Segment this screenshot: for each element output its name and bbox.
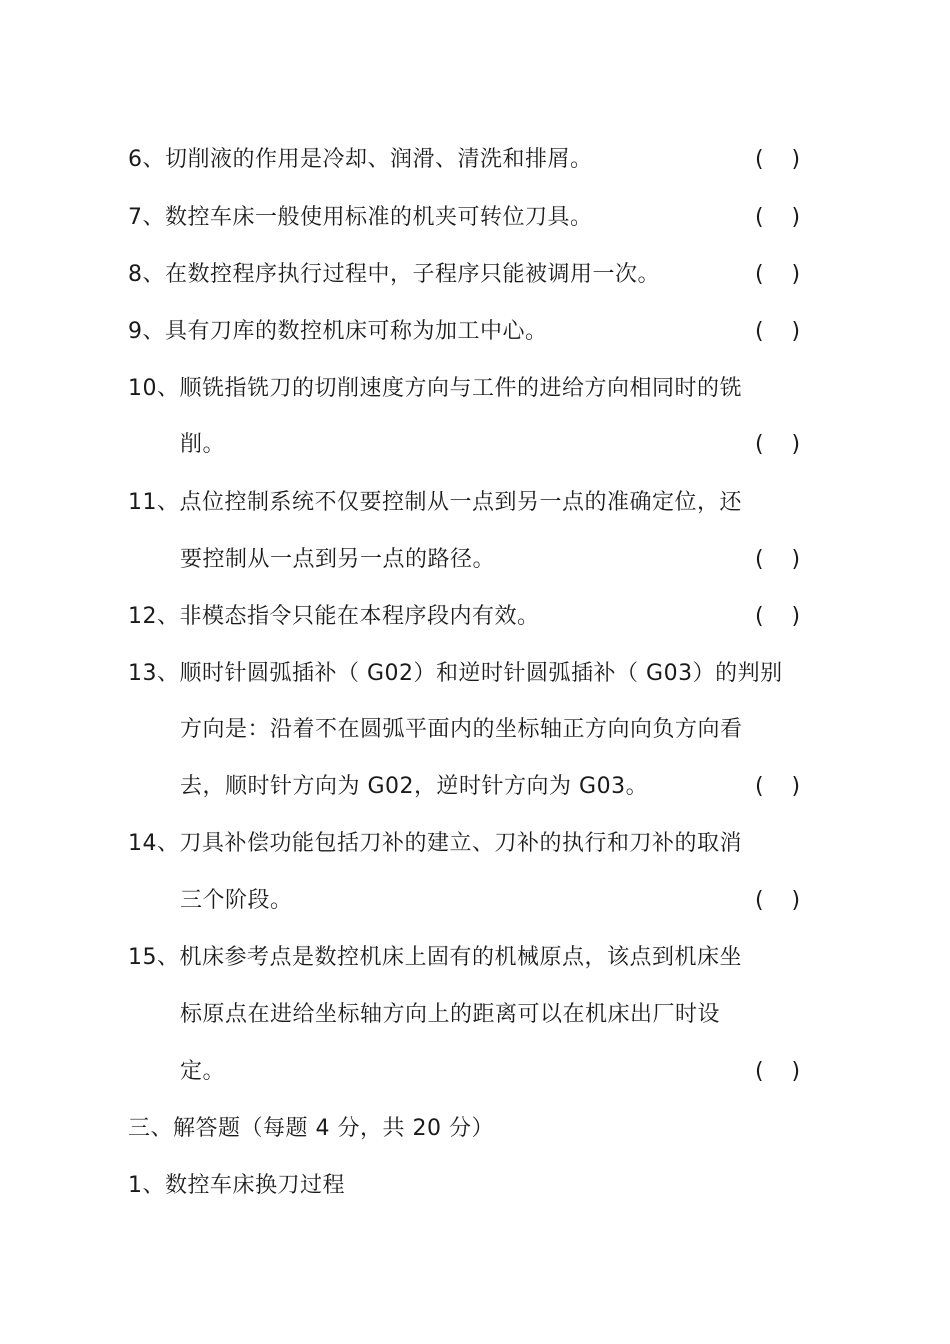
question-13-answer-blank: ( ) (755, 774, 801, 799)
question-13-line-2: 方向是：沿着不在圆弧平面内的坐标轴正方向向负方向看 (180, 717, 743, 742)
question-15-line-3: 定。 (180, 1059, 226, 1084)
question-8-text: 8、在数控程序执行过程中，子程序只能被调用一次。 (128, 262, 660, 287)
question-10-answer-blank: ( ) (755, 432, 801, 457)
section-3-question-1: 1、数控车床换刀过程 (128, 1173, 345, 1198)
question-14-answer-blank: ( ) (755, 888, 801, 913)
question-15-line-2: 标原点在进给坐标轴方向上的距离可以在机床出厂时设 (180, 1002, 721, 1027)
question-12-answer-blank: ( ) (755, 604, 801, 629)
question-13-line-1: 13、顺时针圆弧插补（ G02）和逆时针圆弧插补（ G03）的判别 (128, 661, 783, 686)
question-8-answer-blank: ( ) (755, 262, 801, 287)
question-15-answer-blank: ( ) (755, 1059, 801, 1084)
section-3-heading: 三、解答题（每题 4 分，共 20 分） (128, 1116, 494, 1141)
question-11-line-1: 11、点位控制系统不仅要控制从一点到另一点的准确定位，还 (128, 490, 742, 515)
question-10-line-1: 10、顺铣指铣刀的切削速度方向与工件的进给方向相同时的铣 (128, 376, 742, 401)
question-12-text: 12、非模态指令只能在本程序段内有效。 (128, 604, 540, 629)
question-11-line-2: 要控制从一点到另一点的路径。 (180, 547, 496, 572)
question-6-text: 6、切削液的作用是冷却、润滑、清洗和排屑。 (128, 147, 593, 172)
question-14-line-2: 三个阶段。 (180, 888, 293, 913)
question-14-line-1: 14、刀具补偿功能包括刀补的建立、刀补的执行和刀补的取消 (128, 831, 742, 856)
question-7-text: 7、数控车床一般使用标准的机夹可转位刀具。 (128, 205, 593, 230)
question-6-answer-blank: ( ) (755, 147, 801, 172)
question-15-line-1: 15、机床参考点是数控机床上固有的机械原点，该点到机床坐 (128, 945, 742, 970)
question-11-answer-blank: ( ) (755, 547, 801, 572)
question-13-line-3: 去，顺时针方向为 G02，逆时针方向为 G03。 (180, 774, 649, 799)
question-7-answer-blank: ( ) (755, 205, 801, 230)
question-9-text: 9、具有刀库的数控机床可称为加工中心。 (128, 319, 548, 344)
question-10-line-2: 削。 (180, 432, 226, 457)
question-9-answer-blank: ( ) (755, 319, 801, 344)
